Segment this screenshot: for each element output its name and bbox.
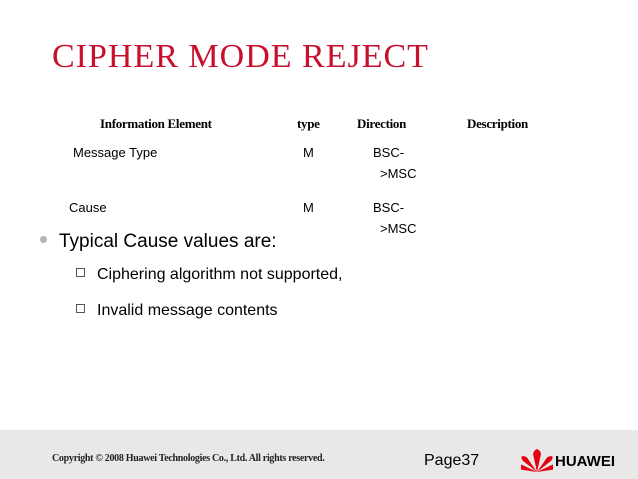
page-number: Page37 — [424, 452, 480, 469]
huawei-logo-icon — [521, 446, 553, 474]
brand-name: HUAWEI — [555, 453, 615, 470]
cell-direction-line1: BSC- — [373, 145, 405, 160]
cell-direction-line1: BSC- — [373, 200, 405, 215]
sub-bullet-text: Invalid message contents — [97, 302, 278, 319]
copyright-text: Copyright © 2008 Huawei Technologies Co., Ltd. All rights reserved. — [52, 453, 325, 464]
bullet-dot-icon — [40, 236, 47, 243]
cell-element: Message Type — [73, 145, 158, 160]
slide-title: CIPHER MODE REJECT — [52, 38, 429, 75]
square-bullet-icon — [76, 268, 85, 277]
cell-direction-line2: >MSC — [380, 166, 417, 181]
sub-bullet — [76, 302, 278, 320]
bullet-text: Typical Cause values are: — [59, 231, 277, 252]
header-direction: Direction — [357, 116, 407, 131]
sub-bullet — [76, 266, 342, 284]
sub-bullet-text: Ciphering algorithm not supported, — [97, 266, 343, 283]
cell-type: M — [303, 200, 314, 215]
cell-element: Cause — [69, 200, 107, 215]
header-description: Description — [467, 116, 528, 131]
cell-type: M — [303, 145, 314, 160]
header-type: type — [297, 116, 320, 131]
bullet-cause-values — [40, 231, 277, 253]
square-bullet-icon — [76, 304, 85, 313]
cell-direction-line2: >MSC — [380, 221, 417, 236]
header-information-element: Information Element — [100, 116, 212, 131]
